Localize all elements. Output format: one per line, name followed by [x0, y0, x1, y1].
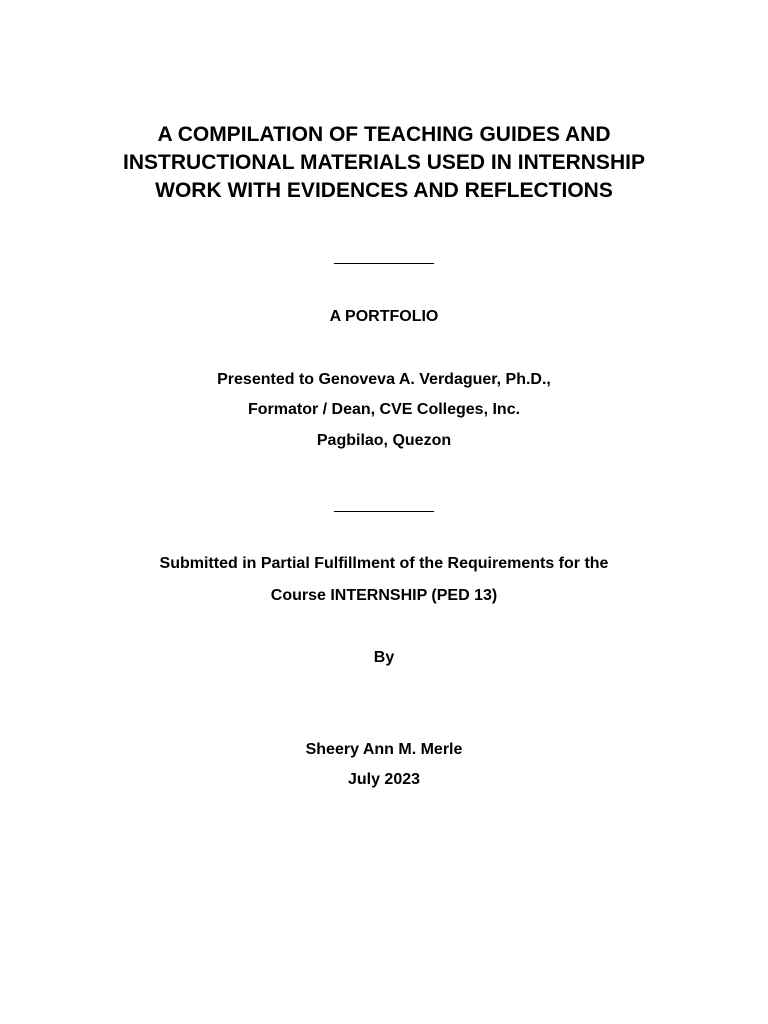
formator-line: Formator / Dean, CVE Colleges, Inc. [247, 401, 521, 418]
by-label: By [373, 649, 395, 666]
portfolio-label: A PORTFOLIO [329, 308, 439, 325]
title-line-2: INSTRUCTIONAL MATERIALS USED IN INTERNSHIP [123, 151, 645, 174]
author-name: Sheery Ann M. Merle [305, 741, 463, 758]
location-line: Pagbilao, Quezon [316, 432, 452, 449]
document-date: July 2023 [347, 771, 421, 788]
title-line-3: WORK WITH EVIDENCES AND REFLECTIONS [155, 179, 613, 202]
submitted-line-2: Course INTERNSHIP (PED 13) [270, 587, 498, 604]
separator-rule-bottom [334, 511, 434, 512]
separator-rule-top [334, 263, 434, 264]
title-line-1: A COMPILATION OF TEACHING GUIDES AND [157, 123, 611, 146]
presented-to-line: Presented to Genoveva A. Verdaguer, Ph.D., [217, 371, 551, 388]
submitted-line-1: Submitted in Partial Fulfillment of the Requirements for the [159, 555, 609, 572]
